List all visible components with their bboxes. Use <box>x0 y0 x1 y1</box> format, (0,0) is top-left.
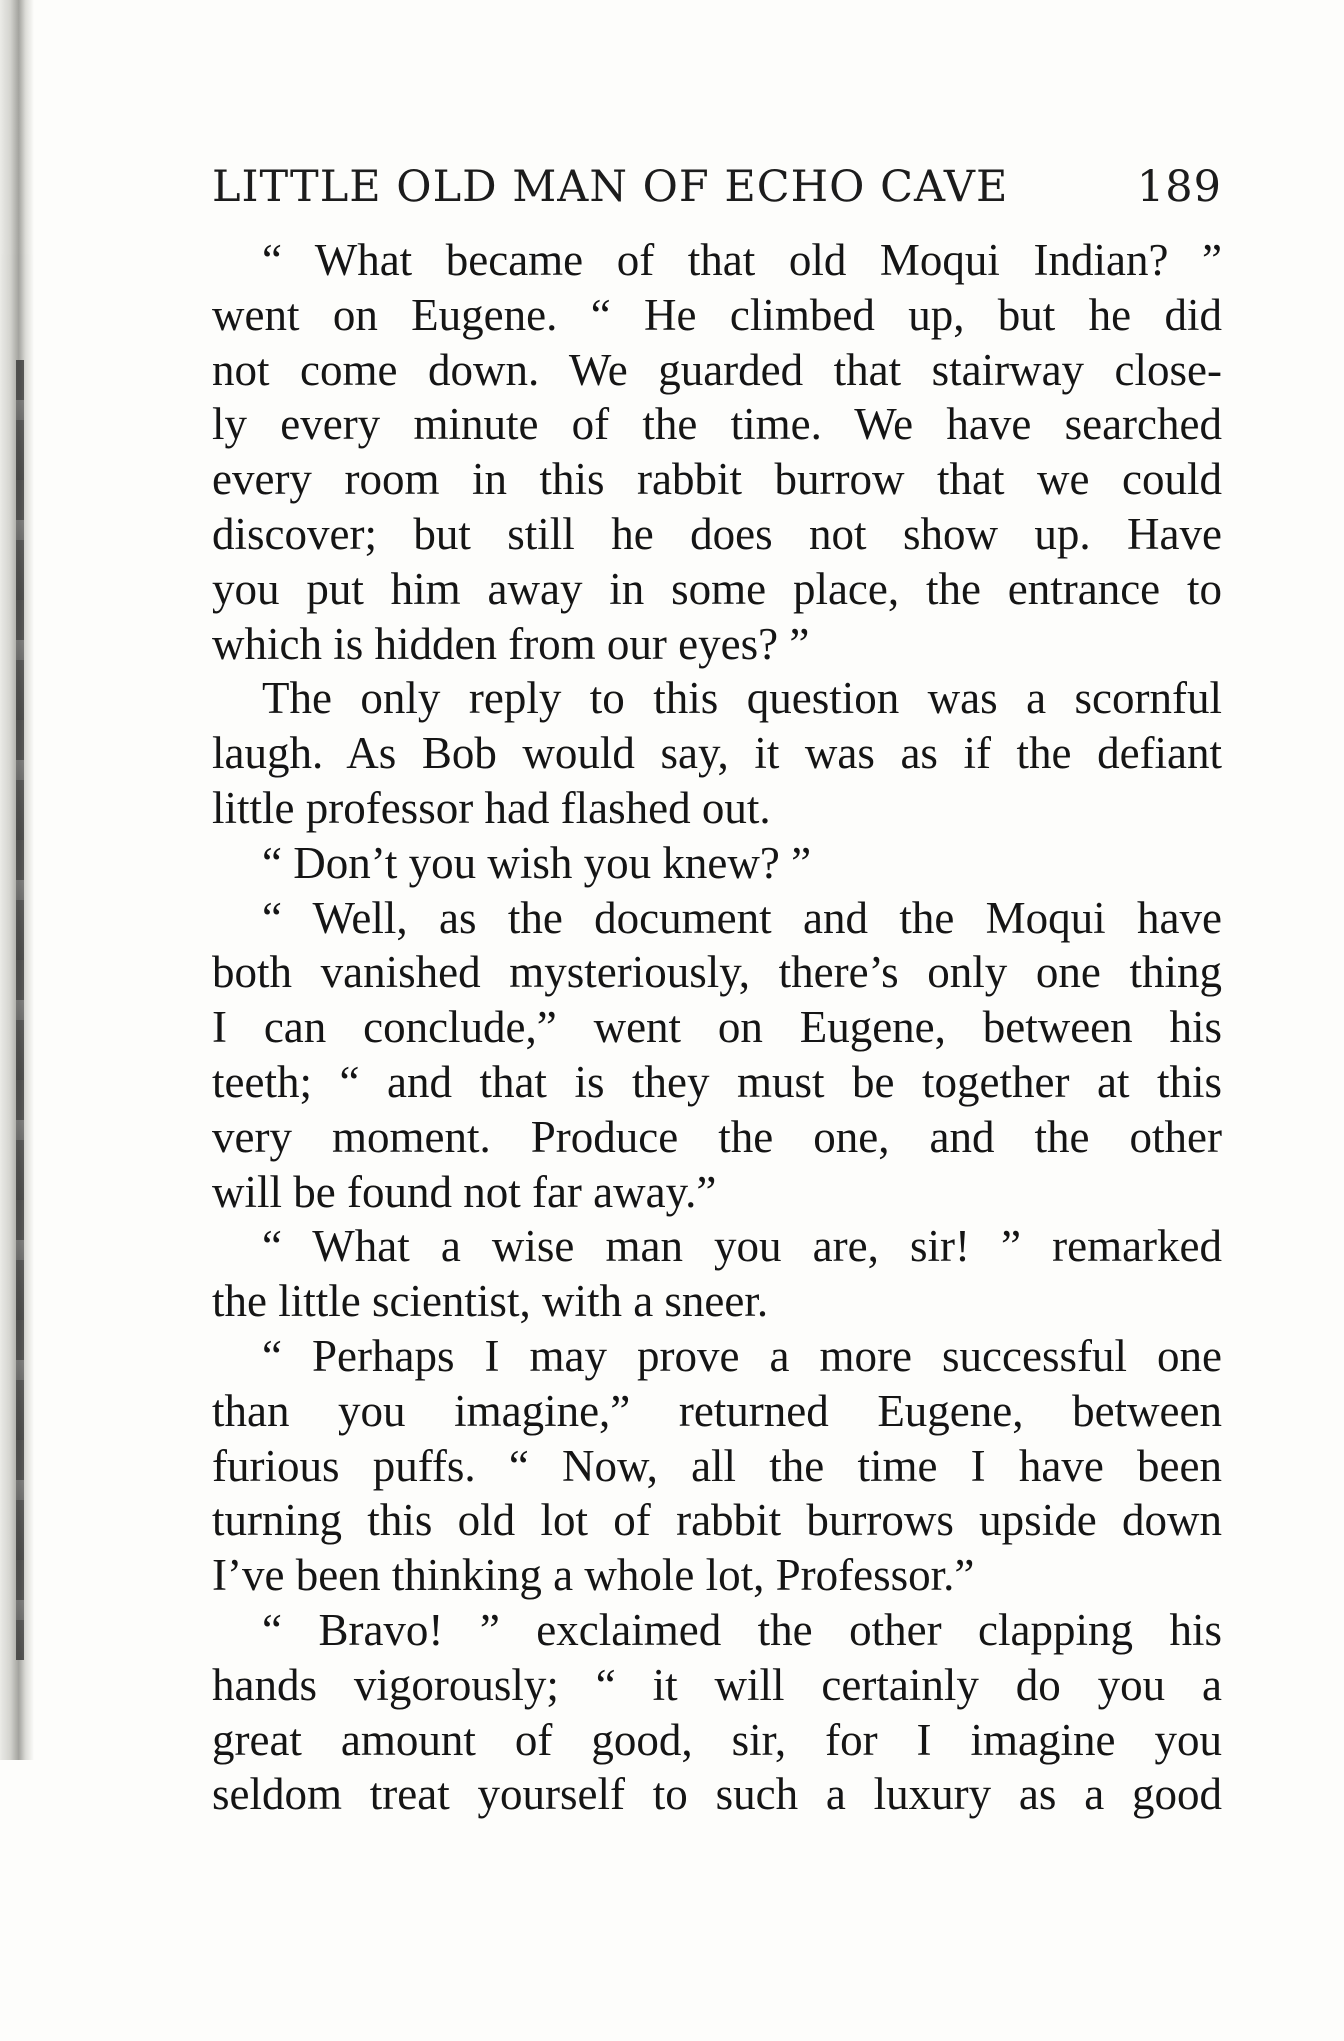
text-line: ly every minute of the time. We have searched <box>212 399 1222 450</box>
text-line: furious puffs. “ Now, all the time I have been <box>212 1440 1222 1491</box>
page-binding-edge <box>0 0 34 1760</box>
text-line: you put him away in some place, the entrance to <box>212 563 1222 614</box>
text-line: very moment. Produce the one, and the other <box>212 1111 1222 1162</box>
running-head-title: LITTLE OLD MAN OF ECHO CAVE <box>212 162 1009 212</box>
text-line: I can conclude,” went on Eugene, between his <box>212 1002 1222 1053</box>
text-line: hands vigorously; “ it will certainly do you a <box>212 1659 1222 1710</box>
text-line: “ Perhaps I may prove a more successful one <box>262 1330 1222 1381</box>
text-line: The only reply to this question was a scornful <box>262 673 1222 724</box>
text-line: discover; but still he does not show up. Have <box>212 508 1222 559</box>
text-line: which is hidden from our eyes? ” <box>212 618 810 669</box>
text-line: went on Eugene. “ He climbed up, but he did <box>212 289 1222 340</box>
text-line: the little scientist, with a sneer. <box>212 1276 769 1327</box>
body-text <box>212 233 1222 1822</box>
text-line: laugh. As Bob would say, it was as if the defiant <box>212 728 1222 779</box>
text-line: “ What became of that old Moqui Indian? ” <box>262 235 1222 285</box>
text-line: seldom treat yourself to such a luxury as a good <box>212 1769 1222 1820</box>
text-line: not come down. We guarded that stairway close- <box>212 344 1222 395</box>
text-line: “ What a wise man you are, sir! ” remarked <box>262 1221 1222 1272</box>
text-line: “ Bravo! ” exclaimed the other clapping his <box>262 1604 1222 1655</box>
text-line: turning this old lot of rabbit burrows upside down <box>212 1495 1222 1546</box>
text-line: great amount of good, sir, for I imagine you <box>212 1714 1222 1765</box>
text-line: both vanished mysteriously, there’s only one thing <box>212 947 1222 998</box>
text-line: “ Don’t you wish you knew? ” <box>262 837 812 888</box>
text-line: “ Well, as the document and the Moqui have <box>262 892 1222 943</box>
text-line: teeth; “ and that is they must be together at this <box>212 1056 1222 1107</box>
text-line: will be found not far away.” <box>212 1166 717 1217</box>
text-line: I’ve been thinking a whole lot, Professor.” <box>212 1550 975 1601</box>
text-line: every room in this rabbit burrow that we could <box>212 454 1222 505</box>
text-line: than you imagine,” returned Eugene, between <box>212 1385 1222 1436</box>
text-line: little professor had flashed out. <box>212 782 771 833</box>
page-number: 189 <box>1136 162 1222 212</box>
